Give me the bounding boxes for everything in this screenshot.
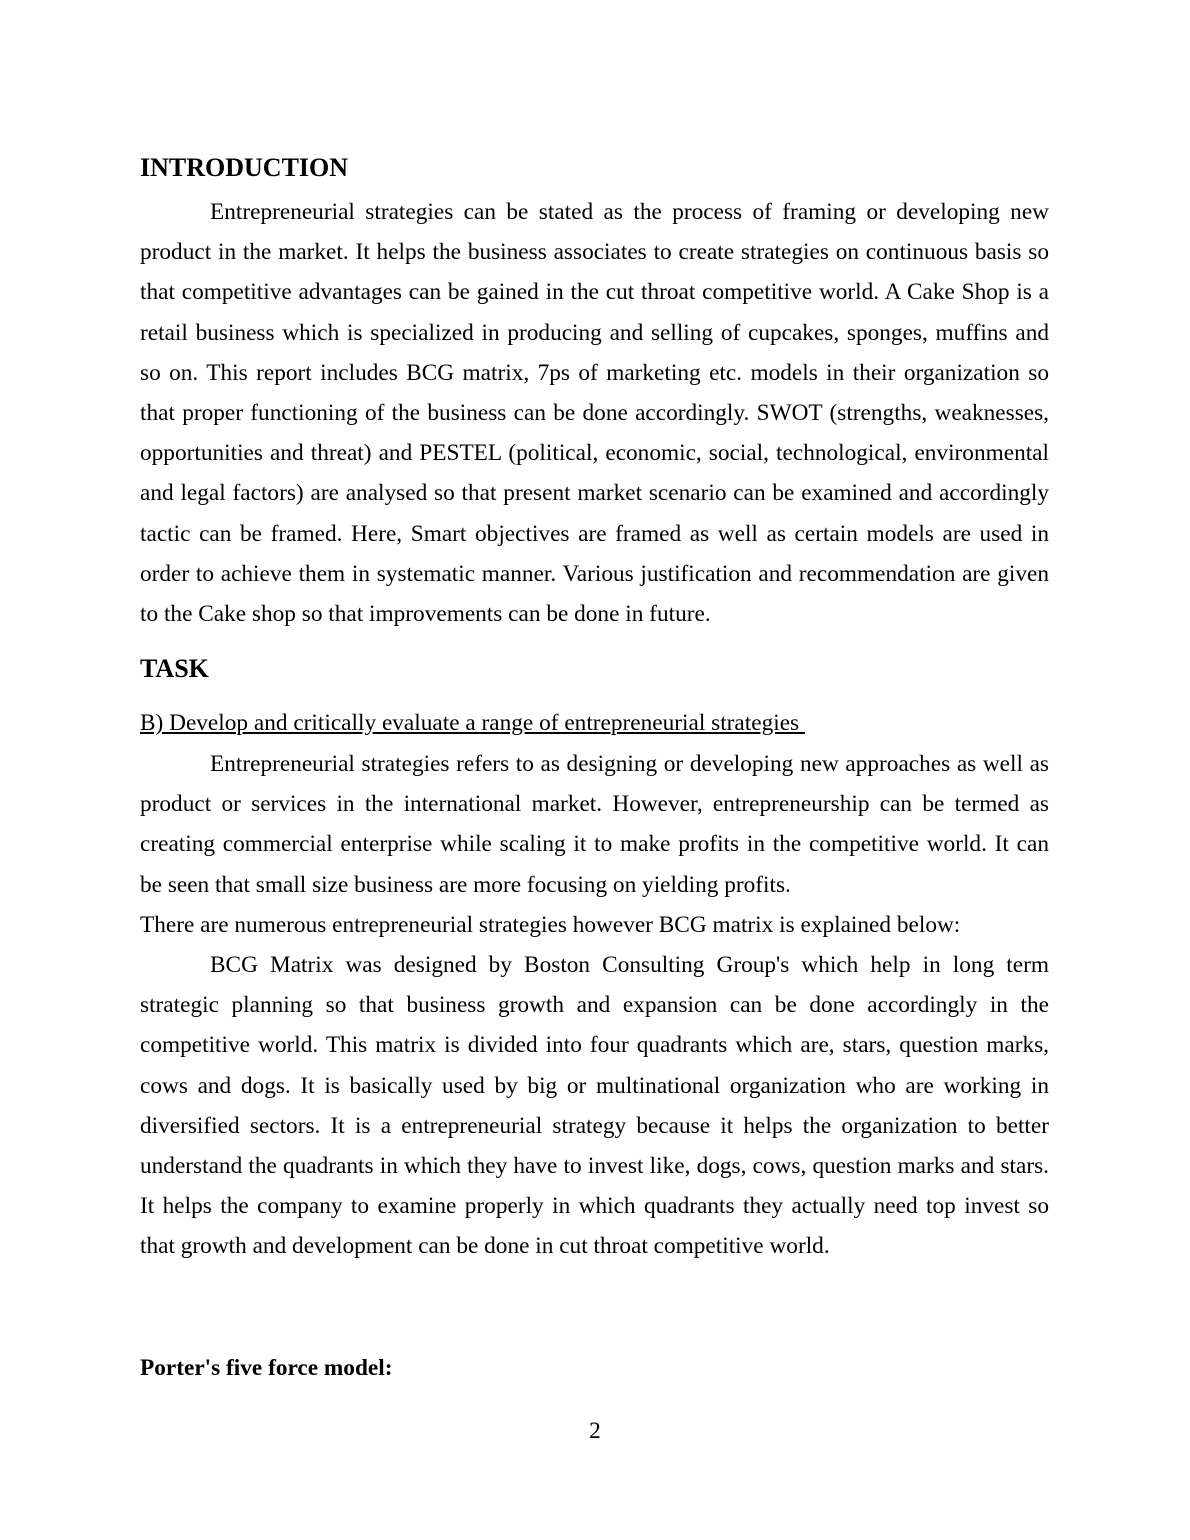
introduction-heading: INTRODUCTION: [140, 153, 349, 182]
text-line: There are numerous entrepreneurial strategies however BCG matrix is explained below:: [140, 912, 961, 938]
text-line: diversified sectors. It is a entrepreneurial strategy because it helps the organization to better: [140, 1112, 1049, 1139]
text-line: that proper functioning of the business can be done accordingly. SWOT (strengths, weaknesses,: [140, 399, 1049, 426]
text-line: tactic can be framed. Here, Smart objectives are framed as well as certain models are used in: [140, 520, 1049, 547]
text-line: that growth and development can be done in cut throat competitive world.: [140, 1233, 830, 1260]
text-line: cows and dogs. It is basically used by big or multinational organization who are working in: [140, 1072, 1049, 1099]
page-number: 2: [589, 1418, 601, 1444]
text-line: so on. This report includes BCG matrix, 7ps of marketing etc. models in their organization so: [140, 359, 1049, 386]
text-line: product in the market. It helps the business associates to create strategies on continuous basis so: [140, 239, 1049, 266]
text-line: product or services in the international market. However, entrepreneurship can be termed as: [140, 791, 1049, 818]
text-line: order to achieve them in systematic manner. Various justification and recommendation are given: [140, 560, 1049, 587]
text-line: understand the quadrants in which they have to invest like, dogs, cows, question marks and stars.: [140, 1152, 1049, 1179]
text-line: creating commercial enterprise while scaling it to make profits in the competitive world. It can: [140, 831, 1049, 858]
text-line: competitive world. This matrix is divided into four quadrants which are, stars, question marks,: [140, 1032, 1049, 1059]
text-line: Entrepreneurial strategies can be stated as the process of framing or developing new: [210, 199, 1049, 225]
porter-heading: Porter's five force model:: [140, 1355, 393, 1381]
text-line: Entrepreneurial strategies refers to as designing or developing new approaches as well as: [210, 751, 1049, 777]
text-line: BCG Matrix was designed by Boston Consulting Group's which help in long term: [210, 952, 1049, 978]
bcg-paragraph: [140, 945, 1049, 1267]
text-line: to the Cake shop so that improvements can be done in future.: [140, 600, 711, 627]
text-line: opportunities and threat) and PESTEL (political, economic, social, technological, environmental: [140, 440, 1049, 467]
task-subheading: B) Develop and critically evaluate a range of entrepreneurial strategies: [140, 710, 805, 736]
task-heading: TASK: [140, 654, 209, 683]
text-line: and legal factors) are analysed so that present market scenario can be examined and accordingly: [140, 480, 1049, 507]
text-line: be seen that small size business are more focusing on yielding profits.: [140, 871, 791, 898]
text-line: It helps the company to examine properly in which quadrants they actually need top invest so: [140, 1193, 1049, 1220]
introduction-paragraph: [140, 192, 1049, 634]
text-line: strategic planning so that business growth and expansion can be done accordingly in the: [140, 992, 1049, 1019]
text-line: that competitive advantages can be gained in the cut throat competitive world. A Cake Shop is a: [140, 279, 1049, 306]
text-line: retail business which is specialized in producing and selling of cupcakes, sponges, muffins and: [140, 319, 1049, 346]
task-paragraph-1: [140, 744, 1049, 905]
task-paragraph-2: [140, 905, 1049, 945]
